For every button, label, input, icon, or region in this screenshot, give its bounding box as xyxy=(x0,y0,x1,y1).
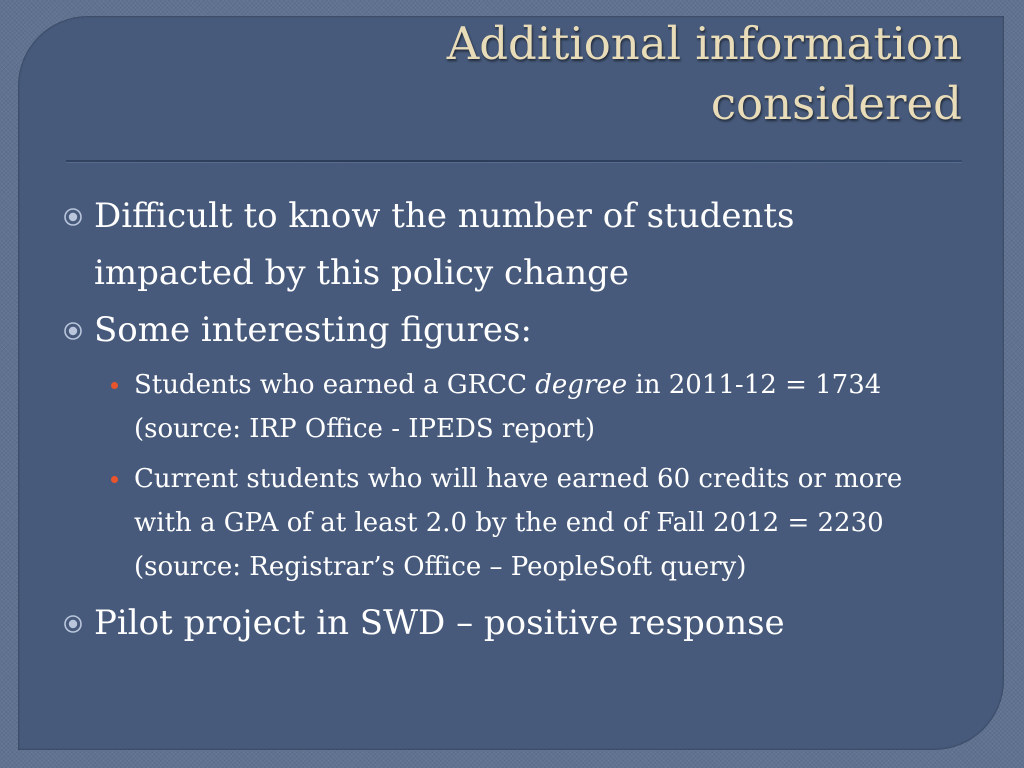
sub-bullet-text-pre: Students who earned a GRCC xyxy=(134,370,536,400)
title-divider xyxy=(66,160,962,162)
sub-bullet-item xyxy=(62,363,962,451)
sub-bullet-text: Current students who will have earned 60 credits or more with a GPA of at least 2.0 by the end of Fall 2012 = 2230 (source: Registrar’s Office – PeopleSoft query) xyxy=(134,464,903,582)
circled-dot-icon xyxy=(63,207,83,227)
slide-body xyxy=(62,188,962,652)
bullet-text: Some interesting figures: xyxy=(94,310,532,350)
circled-dot-icon xyxy=(63,321,83,341)
small-dot-icon xyxy=(111,476,118,483)
sub-bullet-list xyxy=(62,363,962,589)
circled-dot-icon xyxy=(63,614,83,634)
slide-title xyxy=(202,14,962,134)
bullet-text: Pilot project in SWD – positive response xyxy=(94,603,785,643)
bullet-item xyxy=(62,302,962,359)
bullet-item xyxy=(62,188,962,302)
slide-title-line-1: Additional information xyxy=(446,17,962,70)
bullet-text: Difficult to know the number of students impacted by this policy change xyxy=(94,196,795,293)
slide-title-line-2: considered xyxy=(710,77,962,130)
bullet-item xyxy=(62,595,962,652)
sub-bullet-item xyxy=(62,457,962,589)
sub-bullet-text-emphasis: degree xyxy=(535,370,628,400)
small-dot-icon xyxy=(111,382,118,389)
sub-bullet-text-post: in 2011-12 = 1734 (source: IRP Office - IPEDS report) xyxy=(134,370,882,444)
